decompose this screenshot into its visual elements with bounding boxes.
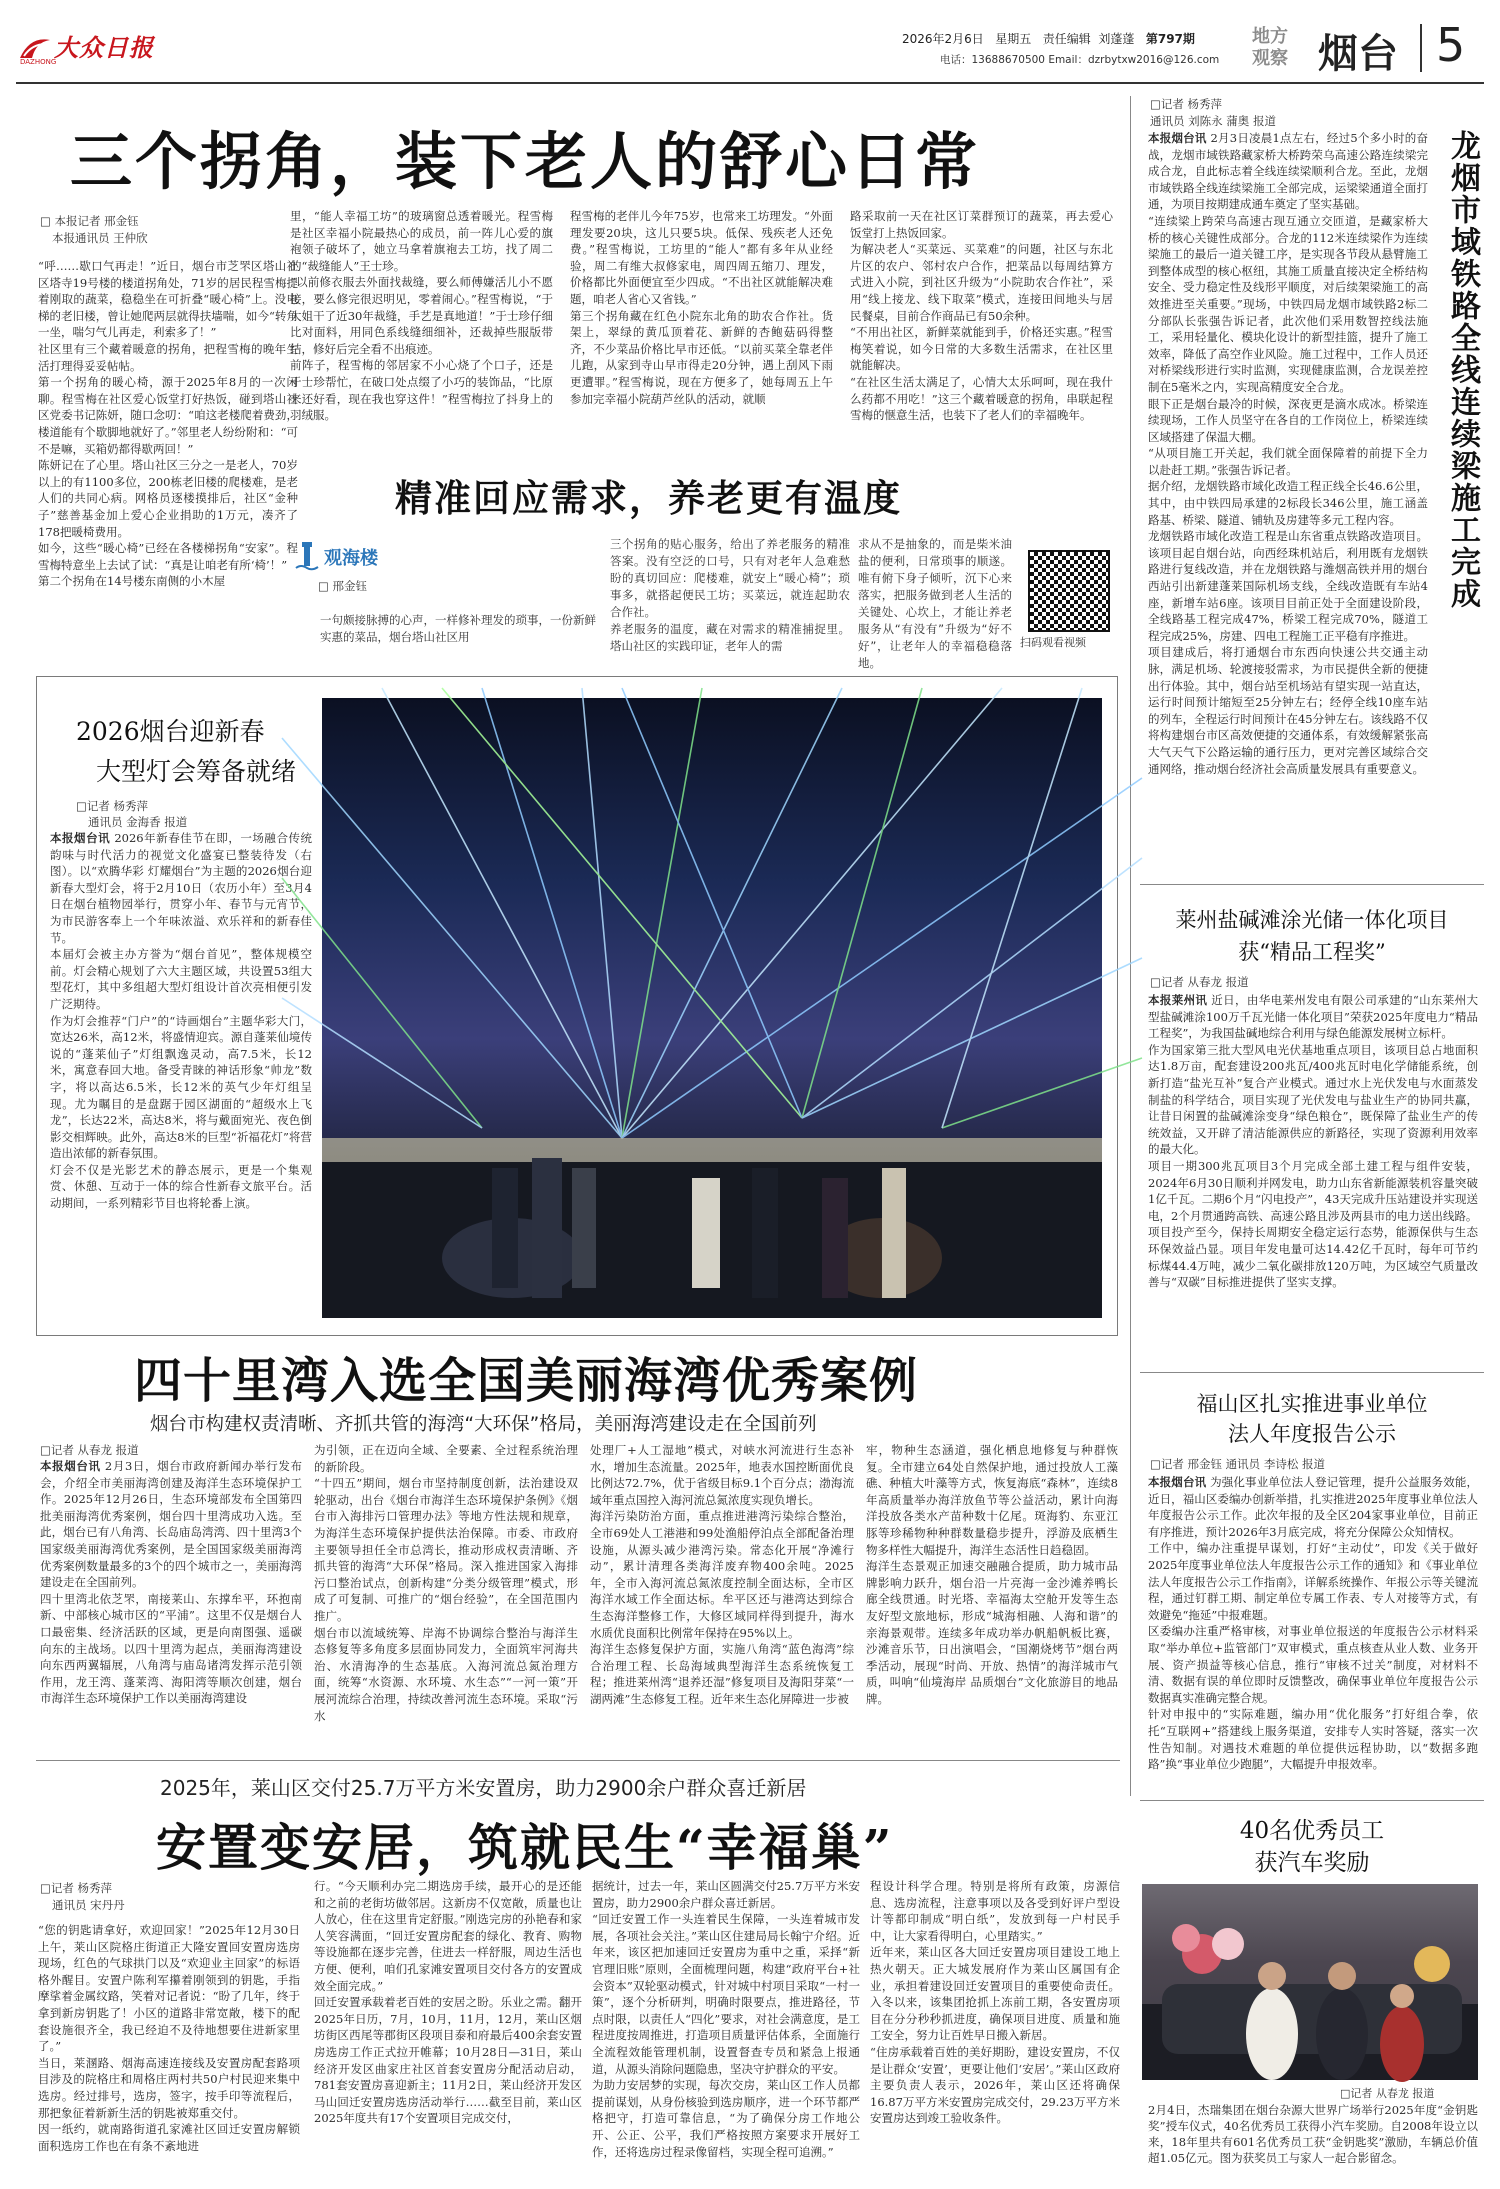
section-small-label: 地方观察 <box>1252 26 1288 69</box>
logo-subtext: DAZHONG <box>20 58 57 66</box>
commentary-headline: 精准回应需求，养老更有温度 <box>395 476 902 520</box>
solar-text: 近日，由华电莱州发电有限公司承建的“山东莱州大型盐碱滩涂100万千瓦光储一体化项目”荣获2025年度电力“精品工程奖”，为我国盐碱地综合利用与绿色能源发展树立标杆。 作为国家第三批大型风电光伏基地重点项目，该项目总占地面积达1.8万亩，配套建设200兆瓦/400兆瓦时电化学储能系统，创新打造“盐光互补”复合产业模式。通过水上光伏发电与水面蒸发制盐的科学结合，项目实现了光伏发电与盐业生产的协同共赢，让昔日闲置的盐碱滩涂变身“绿色粮仓”，既保障了盐业生产的传统效益，又开辟了清洁能源供应的新路径，实现了资源利用效率的最大化。 项目一期300兆瓦项目3个月完成全部土建工程与组件安装，2024年6月30日顺利并网发电，助力山东省新能源装机容量突破1亿千瓦。二期6个月“闪电投产”，43天完成升压站建设并实现送电，2个月贯通跨高铁、高速公路且涉及两县市的电力送出线路。 项目投产至今，保持长周期安全稳定运行态势，能源保供与生态环保效益凸显。项目年发电量可达14.42亿千瓦时，每年可节约标煤44.4万吨，减少二氧化碳排放120万吨，为区域空气质量改善与“双碳”目标推进提供了坚实支撑。 <box>1148 993 1478 1290</box>
fushan-byline: □记者 邢金钰 通讯员 李诗松 报道 <box>1150 1457 1325 1471</box>
solar-headline-2: 获“精品工程奖” <box>1238 940 1386 964</box>
award-byline: □记者 从春龙 报道 <box>1340 2087 1435 2100</box>
lantern-headline-1: 2026烟台迎新春 <box>76 717 265 746</box>
bay-col-3: 处理厂+人工湿地”模式，对峡水河流进行生态补水，增加生态流量。2025年，地表水国控断面优良比例达72.7%，优于省级目标9.1个百分点；渤海流域年重点国控入海河流总氮浓度实现负增长。 海洋污染防治方面，重点推进港湾污染综合整治，全市69处人工港港和99处渔船停泊点全部配备治理设施，从源头减少港湾污染。常态化开展“净滩行动”，累计清理各类海洋废弃物400余吨。2025年，全市入海河流总氮浓度控制全面达标，全市区海洋水域工作全面达标。牟平区还与港湾达到综合生态海洋整修工作，大修区域同样得到提升，海水水质优良面积比例常年保持在95%以上。 海洋生态修复保护方面，实施八角湾“蓝色海湾”综合治理工程、长岛海域典型海洋生态系统恢复工程；推进莱州湾“退养还湿”修复项目及海阳芽菜“一湖两滩”生态修复工程。近年来生态化屏障进一步被 <box>590 1443 854 1706</box>
bay-headline: 四十里湾入选全国美丽海湾优秀案例 <box>134 1353 919 1409</box>
housing-byline-2: 通讯员 宋丹丹 <box>52 1898 125 1912</box>
right-column-divider <box>1130 96 1131 1796</box>
masthead-rule <box>16 82 1484 84</box>
fushan-headline-1: 福山区扎实推进事业单位 <box>1196 1392 1428 1416</box>
housing-divider-top <box>36 1760 1120 1761</box>
lantern-headline-2: 大型灯会筹备就绪 <box>96 757 297 786</box>
railway-text: 2月3日凌晨1点左右，经过5个多小时的奋战，龙烟市域铁路藏家桥大桥跨荣乌高速公路连续梁完成合龙，自此标志着全线连续梁顺利合龙。至此，龙烟市域铁路全线连续梁施工全部完成，运梁梁通道全面打通，为项目按期建成通车奠定了坚实基础。 “连续梁上跨荣乌高速古现互通立交匝道，是藏家桥大桥的核心关键性成部分。合龙的112米连续梁作为连续梁施工的最后一道关键工序，是实现各节段从悬臂施工到整体成型的核心枢纽，其施工质量直接决定全桥结构安全、受力稳定性及线形平顺度，对后续架梁施工的高效推进至关重要。”现场，中铁四局龙烟市域铁路2标二分部队长张强告诉记者，此次他们采用数智控线法施工，采用轻量化、模块化设计的新型挂篮，提升了施工效率，降低了高空作业风险。施工过程中，工作人员还对桥梁线形进行实时监测，实现健康监测，合龙误差控制在5毫米之内，实现高精度安全合龙。 眼下正是烟台最冷的时候，深夜更是滴水成冰。桥梁连续现场，工作人员坚守在各自的工作岗位上，桥梁连续区域搭建了保温大棚。 “从项目施工开关起，我们就全面保障着的前提下全力以赴赶工期。”张强告诉记者。 据介绍，龙烟铁路市域化改造工程正线全长46.6公里，其中，由中铁四局承建的2标段长346公里，施工涵盖路基、桥梁、隧道、铺轨及房建等多元工程内容。 龙烟铁路市域化改造工程是山东省重点铁路改造项目。该项目起自烟台站，向西经珠机站后，利用既有龙烟铁路进行复线改造，并在龙烟铁路与潍烟高铁并用的烟台西站引出新建蓬莱国际机场支线，全线改造既有车站4座，新增车站6座。该项目目前正处于全面建设阶段，全线路基工程完成47%，桥梁工程完成70%，隧道工程完成25%，房建、四电工程施工正平稳有序推进。 项目建成后，将打通烟台市东西向快速公共交通主动脉，满足机场、轮渡接驳需求，为市民提供全新的便捷出行体验。其中，烟台站至机场站有望实现一站直达，运行时间预计缩短至25分钟左右；经停全线10座车站的列车，全程运行时间预计在45分钟左右。该线路不仅将构建烟台市区高效便捷的交通体系，有效缓解紧张高大气天气下公路运输的通行压力，更对完善区域综合交通网络，推动烟台经济社会高质量发展具有重要意义。 <box>1148 131 1429 776</box>
headline-corners: 三个拐角，装下老人的舒心日常 <box>70 125 981 198</box>
award-photo <box>1142 1884 1478 2080</box>
solar-divider-top <box>1140 884 1484 885</box>
lantern-byline-2: 通讯员 金海香 报道 <box>88 815 188 829</box>
qr-code <box>1028 550 1110 632</box>
page-number: 5 <box>1436 18 1466 72</box>
page-divider <box>1420 24 1422 72</box>
fushan-body <box>1148 1474 1478 1794</box>
solar-lead: 本报莱州讯 <box>1148 993 1208 1007</box>
housing-headline: 安置变安居，筑就民生“幸福巢” <box>156 1818 894 1877</box>
corners-col-4: 路采取前一天在社区订菜群预订的蔬菜，再去爱心饭堂打上热饭回家。 为解决老人“买菜远、买菜难”的问题，社区与东北片区的农户、邻村农户合作，把菜品以每周结算方式进入小院，到社区升级为“小院助农合作社”，采用“线上接龙、线下取菜”模式，连接田间地头与居民餐桌，目前合作商品已有50余种。 “不用出社区，新鲜菜就能到手，价格还实惠。”程雪梅笑着说，如今日常的大多数生活需求，在社区里就能解决。 “在社区生活太满足了，心情大太乐呵呵，现在我什么药都不用吃！”这三个藏着暖意的拐角，串联起程雪梅的惬意生活，也装下了老人们的幸福晚年。 <box>850 209 1113 423</box>
lantern-byline-1: □记者 杨秀萍 <box>76 799 149 813</box>
logo-text: 大众日报 <box>54 33 154 62</box>
byline-corners-2: 本报通讯员 王仲欣 <box>52 231 148 245</box>
lighthouse-icon <box>296 540 318 570</box>
editor-label: 责任编辑 <box>1042 32 1091 46</box>
bay-col-1 <box>40 1458 302 1754</box>
corners-col-3: 程雪梅的老伴儿今年75岁，也常来工坊理发。“外面理发要20块，这儿只要5块。低保、残疾老人还免费。”程雪梅说，工坊里的“能人”都有多年从业经验，周二有维大叔修家电，周四周五缩刀、理发，价格都比外面便宜至少四成。“不出社区就能解决难题，咱老人省心又省钱。” 第三个拐角藏在红色小院东北角的助农合作社。货架上，翠绿的黄瓜顶着花、新鲜的杏鲍菇码得整齐，不少菜品价格比早市还低。“以前买菜全靠老伴儿跑，从家到寺山早市得走20分钟，遇上刮风下雨更遭罪。”程雪梅说，现在方便多了，她每周五上午参加完幸福小院葫芦丝队的活动，就顺 <box>570 209 833 406</box>
lantern-lead: 本报烟台讯 <box>50 831 111 845</box>
housing-col-4: 程设计科学合理。特别是将所有政策，房源信息、选房流程，注意事项以及各受到好评户型设计等都印制成“明白纸”，发放到每一户村民手中，让大家看得明白，心里踏实。” 近年来，莱山区各大回迁安置房项目建设工地上热火朝天。正大城发展府作为莱山区属国有企业，承担着建设回迁安置项目的重要使命责任。入冬以来，该集团抢抓上冻前工期，各安置房项目在分分秒秒抓进度，确保项目进度、质量和施工安全，努力让百姓早日搬入新居。 “住房承载着百姓的美好期盼，建设安置房，不仅是让群众‘安置’，更要让他们‘安居’。”莱山区政府主要负责人表示，2026年，莱山区还将确保16.87万平方米安置房完成交付，29.23万平方米安置房达到竣工验收条件。 <box>870 1879 1120 2126</box>
commentary-col-1: 三个拐角的贴心服务，给出了养老服务的精准答案。没有空泛的口号，只有对老年人急难愁盼的真切回应：爬楼难，就安上“暖心椅”；琐事多，就搭起便民工坊；买菜远，就连起助农合作社。 养老服务的温度，藏在对需求的精准捕捉里。塔山社区的实践印证，老年人的需 <box>610 537 850 653</box>
railway-byline-1: □记者 杨秀萍 <box>1150 97 1223 111</box>
issue-date: 2026年2月6日 <box>902 32 984 46</box>
award-caption: 2月4日，杰瑞集团在烟台杂源大世界广场举行2025年度“金钥匙奖”授车仪式，40名优秀员工获得小汽车奖励。自2008年设立以来，18年里共有601名优秀员工获“金钥匙奖”激励，车辆总价值超1.05亿元。图为获奖员工与家人一起合影留念。 <box>1148 2103 1478 2165</box>
fushan-lead: 本报烟台讯 <box>1148 1475 1207 1489</box>
bay-byline: □记者 从春龙 报道 <box>40 1443 139 1457</box>
issue-number: 第797期 <box>1145 32 1195 46</box>
editor-name: 刘蓬蓬 <box>1098 32 1135 46</box>
qr-caption: 扫码观看视频 <box>1020 636 1086 649</box>
housing-col-3: 据统计，过去一年，莱山区圆满交付25.7万平方米安置房，助力2900余户群众喜迁新居。 “回迁安置工作一头连着民生保障，一头连着城市发展，各项社会关注。”莱山区住建局局长翰宁介绍。近年来，该区把加速回迁安置房为重中之重，采择“新官理旧账”原则，全面梳理问题，构建“政府平台+社会资本”双轮驱动模式，针对城中村项目采取“一村一策”，逐个分析研判，明确时限要点，推进路径，节点时限，以责任人“四化”要求，对社会满意度，是工程进度按周推进，打造项目质量评估体系，全面施行全流程效能管理机制，设置督查专员和紧急上报通道，从源头消除问题隐患，坚决守护群众的平安。 为助力安居梦的实现，每次交房，莱山区工作人员都提前谋划，从身份核验到选房顺序，进一个环节都严格把守，打造可靠信息，“为了确保分房工作地公开、公正、公平，我们严格按照方案要求开展好工作，还将选房过程录像留档，实现全程可追溯。” <box>592 1879 860 2159</box>
housing-col-1: “您的钥匙请拿好，欢迎回家！”2025年12月30日上午，莱山区院格庄街道正大隆安置回安置房选房现场，红色的气球拱门以及“欢迎业主回家”的标语格外醒目。安置户陈利军攥着刚领到的钥匙，手指摩挲着金属纹路，笑着对记者说：“盼了几年，终于拿到新房钥匙了！小区的道路非常宽敞，楼下的配套设施很齐全，我已经迫不及待地想要住进新家里了。” 当日，莱溷路、烟海高速连接线及安置房配套路项目涉及的院格庄和周格庄两村共50户村民迎来集中选房。经过排号，选房，签字，按手印等流程后，那把象征着新新生活的钥匙被郑重交付。 因一纸约，就南路街道孔家滩社区回迁安置房解锁面积选房工作也在有条不紊地进 <box>38 1923 300 2153</box>
bay-col-4: 牢，物种生态涵道，强化栖息地修复与种群恢复。全市建立64处自然保护地，通过投放人工藻礁、种植大叶藻等方式，恢复海底“森林”，连续8年高质量举办海洋放鱼节等公益活动，累计向海洋投放各类水产苗种数十亿尾。斑海豹、东亚江豚等珍稀物种种群数量稳步提升，浮游及底栖生物多样性大幅提升，海洋生态活性日趋稳固。 海洋生态景观正加速交融融合提质，助力城市品牌影响力跃升，烟台沿一片亮海一金沙滩养鸭长廊全线贯通。时光塔、幸福海太空舱开发等生态友好型文旅地标，形成“城海相融、人海和谐”的亲海景观带。连续多年成功举办帆船帆板比赛，沙滩音乐节，日出演唱会，“国潮烧烤节”烟台两季活动，展现“时尚、开放、热情”的海洋城市气质，叫响“仙境海岸 品质烟台”文化旅游目的地品牌。 <box>866 1443 1118 1706</box>
issue-weekday: 星期五 <box>995 32 1032 46</box>
commentary-col-2: 求从不是抽象的，而是柴米油盐的便利，日常琐事的顺遂。唯有俯下身子倾听，沉下心来落实，把服务做到老人生活的关键处、心坎上，才能让养老服务从“有没有”升级为“好不好”，让老年人的幸福稳稳落地。 <box>858 537 1012 670</box>
laser-show-graphic <box>322 698 1102 1318</box>
solar-body <box>1148 992 1478 1362</box>
bay-col-2: 为引领，正在迈向全域、全要素、全过程系统治理的新阶段。 “十四五”期间，烟台市坚持制度创新，法治建设双轮驱动，出台《烟台市海洋生态环境保护条例》《烟台市入海排污口管理办法》等地方性法规和规章，为海洋生态环境保护提供法治保障。市委、市政府主要领导担任全市总湾长，推动形成权责清晰、齐抓共管的海湾“大环保”格局。深入推进国家入海排污口整治试点，创新构建“分类分级管理”模式，形成了可复制、可推广的“烟台经验”，在全国范围内推广。 烟台市以流域统筹、岸海不协调综合整治与海洋生态修复等多角度多层面协同发力，全面筑牢河海共治、水清海净的生态基底。入海河流总氮治理方面，统筹“水资源、水环境、水生态”“一河一策”开展河流综合治理，持续改善河流生态环境。采取“污水 <box>314 1443 578 1723</box>
newspaper-logo <box>18 28 188 68</box>
fushan-divider-top <box>1140 1372 1484 1373</box>
housing-kicker: 2025年，莱山区交付25.7万平方米安置房，助力2900余户群众喜迁新居 <box>160 1776 807 1800</box>
railway-headline: 龙烟市域铁路全线连续梁施工完成 <box>1445 130 1480 610</box>
solar-byline: □记者 从春龙 报道 <box>1150 975 1249 989</box>
fushan-headline-2: 法人年度报告公示 <box>1228 1422 1396 1446</box>
issue-info <box>902 30 1195 47</box>
lantern-text: 2026年新春佳节在即，一场融合传统韵味与时代活力的视觉文化盛宴已整装待发（右图）。以“欢腾华彩 灯耀烟台”为主题的2026烟台迎新春大型灯会，将于2月10日（农历小年）至3月4日在烟台植物园举行，贯穿小年、春节与元宵节，为市民游客奉上一个年味浓溢、欢乐祥和的新春佳节。 本届灯会被主办方誉为“烟台首见”，整体规模空前。灯会精心规划了六大主题区域，共设置53组大型花灯，其中多组超大型灯组设计首次亮相便引发广泛期待。 作为灯会推荐“门户”的“诗画烟台”主题华彩大门，宽达26米，高12米，将盛情迎宾。源自蓬莱仙境传说的“蓬莱仙子”灯组飘逸灵动，高7.5米，长12米，寓意春回大地。备受青睐的神话形象“帅龙”数字，将以高达6.5米，长12米的英气少年灯组呈现。尤为瞩目的是盘踞于园区湖面的“超级水上飞龙”，长达22米，高达8米，将与戴面宛光、夜色倒影交相辉映。此外，高达8米的巨型“祈福花灯”将营造出浓郁的新春氛围。 灯会不仅是光影艺术的静态展示，更是一个集观赏、休憩、互动于一体的综合性新春文旅平台。活动期间，一系列精彩节目也将轮番上演。 <box>50 831 313 1211</box>
railway-lead: 本报烟台讯 <box>1148 131 1207 145</box>
award-headline-2: 获汽车奖励 <box>1254 1850 1370 1876</box>
section-name: 烟台 <box>1318 31 1398 77</box>
bay-col-1-text: 2月3日，烟台市政府新闻办举行发布会，介绍全市美丽海湾创建及海洋生态环境保护工作。2025年12月26日，生态环境部发布全国第四批美丽海湾优秀案例，烟台四十里湾成功入选。至此，烟台已有八角湾、长岛庙岛湾湾、四十里湾3个国家级美丽海湾优秀案例，是全国国家级美丽海湾优秀案例数量最多的3个的四个城市之一，美丽海湾建设走在全国前列。 四十里湾北依芝罘，南接莱山、东撑牟平，环抱南新、中部核心城市区的“平浦”。这里不仅是烟台人口最密集、经济活跃的区域，更是向南图强、遥碳向东的主战场。以四十里湾为起点，美丽海湾建设向东西两翼辐展，八角湾与庙岛诸湾发挥示范引领作用，龙王湾、蓬莱湾、海阳湾等顺次创建，烟台市海洋生态环境保护工作以美丽海湾建设 <box>40 1459 303 1706</box>
byline-corners-1: □ 本报记者 邢金钰 <box>40 214 139 228</box>
railway-byline-2: 通讯员 刘陈永 蒲奥 报道 <box>1150 114 1276 128</box>
column-logo <box>296 540 416 570</box>
award-headline-1: 40名优秀员工 <box>1239 1818 1385 1844</box>
corners-col-1: “呼……歇口气再走！”近日，烟台市芝罘区塔山社区塔寺19号楼的楼道拐角处，71岁的居民程雪梅提着刚取的蔬菜，稳稳坐在可折叠“暖心椅”上。没电梯的老旧楼，曾让她爬两层就得扶墙喘，如今“转角一坐，喘匀气儿再走，利索多了！” 社区里有三个藏着暖意的拐角，把程雪梅的晚年生活打理得妥妥帖帖。 第一个拐角的暖心椅，源于2025年8月的一次闲聊。程雪梅在社区爱心饭堂打好热饭，碰到塔山社区党委书记陈妍，随口念叨：“咱这老楼爬着费劲，楼道能有个歇脚地就好了。”邻里老人纷纷附和：“可不是嘛，买箱奶都得歇两回！” 陈妍记在了心里。塔山社区三分之一是老人，70岁以上的有1100多位，200栋老旧楼的爬楼难，是老人们的共同心病。网格员逐楼摸排后，社区“金种子”慈善基金加上爱心企业捐助的1万元，凑齐了178把暖椅费用。 如今，这些“暖心椅”已经在各楼梯拐角“安家”。程雪梅特意坐上去试了试：“真是让咱老有所‘椅’！” 第二个拐角在14号楼东南侧的小木屋 <box>38 259 298 589</box>
corners-col-2: 里，“能人幸福工坊”的玻璃窗总透着暖光。程雪梅是社区幸福小院最热心的成员，前一阵儿心爱的旗袍领子破坏了，她立马拿着旗袍去工坊，找了周二的“裁缝能人”王士珍。 “以前修衣服去外面找裁缝，要么师傅嫌活儿小不愿接，要么修完很迟明见，零着闹心。”程雪梅说，“于大姐干了近30年裁缝，手艺是真地道！”于士珍仔细比对面料，用同色系线缝细细补，还裁掉些服版带结，修好后完全看不出痕迹。 前阵子，程雪梅的邻居家不小心烧了个口子，还是于士珍帮忙，在破口处点缀了小巧的装饰品，“比原来还好看，现在我也穿这件！”程雪梅拉了抖身上的羽绒服。 <box>290 209 553 423</box>
column-logo-text: 观海楼 <box>324 548 378 569</box>
contact-info: 电话：13688670500 Email：dzrbytxw2016@126.com <box>940 54 1220 66</box>
commentary-author: □ 邢金钰 <box>318 579 368 593</box>
bay-lead: 本报烟台讯 <box>40 1459 101 1473</box>
masthead <box>0 0 1500 80</box>
housing-col-2: 行。“今天顺利办完二期选房手续，最开心的是还能和之前的老街坊做邻居。这新房不仅宽敞，质量也让人放心，住在这里肯定舒服。”刚选完房的孙艳春和家人笑容满面，“回迁安置房配套的绿化、教育、购物等设施都在逐步完善，住进去一样舒服，周边生活也方便、便利，咱们孔家滩安置项目交付各方的安置成效全面完成。” 回迁安置承载着老百姓的安居之盼。乐业之需。翻开2025年日历，7月，10月，11月，12月，莱山区烟坊街区西尾等郡街区段项目泰和府最后400余套安置房选房工作正式拉开帷幕；10月28日—31日，莱山经济开发区曲家庄社区首套安置房分配活动启动，781套安置房喜迎新主；11月2日，莱山经济开发区马山回迁安置房选房活动举行……截至目前，莱山区2025年度共有17个安置项目完成交付， <box>314 1879 582 2126</box>
bay-subheadline: 烟台市构建权责清晰、齐抓共管的海湾“大环保”格局，美丽海湾建设走在全国前列 <box>150 1414 817 1435</box>
solar-headline-1: 莱州盐碱滩涂光储一体化项目 <box>1175 908 1449 932</box>
fushan-text: 为强化事业单位法人登记管理，提升公益服务效能，近日，福山区委编办创新举措，扎实推进2025年度事业单位法人年度报告公示工作。此次年报的及全区204家事业单位，目前正有序推进，预计2026年3月底完成，将充分保障公众知情权。 工作中，编办注重提早谋划，打好“主动仗”，印发《关于做好2025年度事业单位法人年度报告公示工作的通知》和《事业单位法人年度报告公示工作指南》，详解系统操作、年报公示等关键流程，通过钉群工期、制定单位专属工作表、专人对接等方式，有效避免“拖延”中报难题。 区委编办注重严格审核，对事业单位报送的年度报告公示材料采取“举办单位+监管部门”双审模式，重点核查从业人数、业务开展、资产损益等核心信息，推行“审核不过关”制度，对材料不清、数据有误的单位即时反馈整改，确保事业单位年度报告公示数据真实准确完整合规。 针对申报中的“实际难题，编办用“优化服务”打好组合拳，依托“互联网+”搭建线上服务渠道，安排专人实时答疑，落实一次性告知制。对遇技术难题的单位提供远程协助，以“数据多跑路”换“事业单位少跑腿”，大幅提升申报效率。 <box>1148 1475 1479 1772</box>
lantern-body <box>50 830 312 1322</box>
award-divider-top <box>1140 1800 1484 1801</box>
lantern-photo <box>322 698 1102 1318</box>
railway-body <box>1148 130 1428 870</box>
housing-byline-1: □记者 杨秀萍 <box>40 1881 113 1895</box>
commentary-intro: 一句颇接脉搏的心声，一样修补理发的琐事，一份新鲜实惠的菜品，烟台塔山社区用 <box>320 613 596 644</box>
logo-emblem-icon <box>18 34 52 60</box>
award-photo-graphic <box>1142 1884 1478 2080</box>
